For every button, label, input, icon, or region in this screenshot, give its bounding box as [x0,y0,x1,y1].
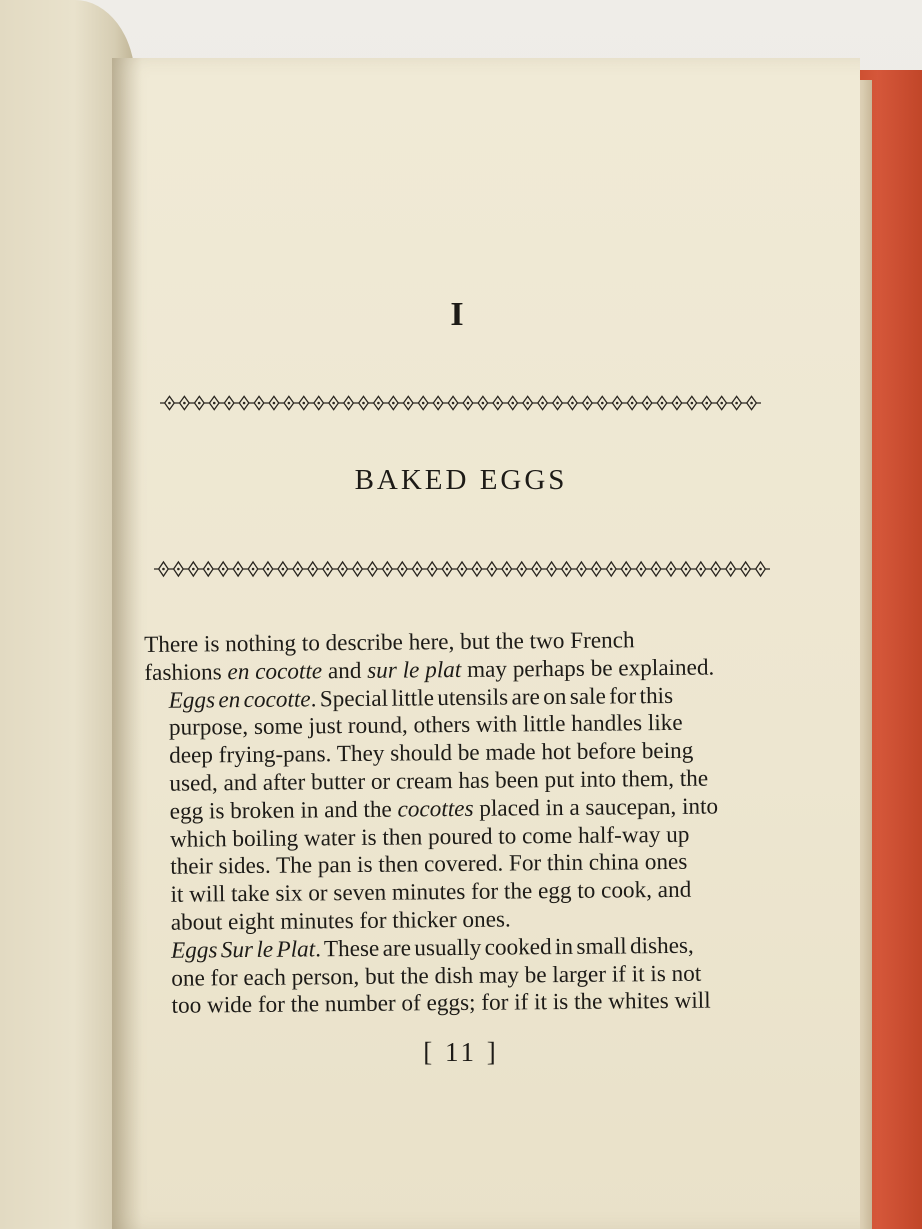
chapter-title: BAKED EGGS [354,464,568,496]
text-run: may perhaps be explained. [461,654,715,683]
page-number: [ 11 ] [423,1037,499,1067]
text-run: placed in a saucepan, into [473,793,719,822]
italic-text: cocottes [397,795,474,823]
text-run: . These are usually cooked in small dishes, [315,932,694,963]
paragraph [145,681,797,937]
text-run: and [321,657,368,685]
paragraph [147,932,798,1022]
text-run: purpose, some just round, others with little handles like [168,710,683,742]
italic-text: sur le plat [367,656,462,684]
text-run: fashions [144,658,228,686]
text-run: one for each person, but the dish may be larger if it is not [171,960,702,992]
text-run: too wide for the number of eggs; for if it is the whites will [171,987,711,1020]
chapter-numeral: I [450,296,464,333]
italic-text: Eggs Sur le Plat [170,936,316,964]
italic-text: Eggs en cocotte [168,685,311,714]
italic-text: en cocotte [227,658,323,685]
text-run: used, and after butter or cream has been put into them, the [169,765,709,797]
text-run: it will take six or seven minutes for the egg to cook, and [170,876,692,908]
text-run: their sides. The pan is then covered. For thin china ones [170,849,688,881]
body-text [144,626,798,1021]
text-run: deep frying-pans. They should be made hot before being [169,737,694,769]
ornament-rule-top [158,388,763,418]
text-run: egg is broken in and the [169,796,398,825]
text-run: about eight minutes for thicker ones. [170,906,511,936]
ornament-rule-bottom [152,553,772,585]
text-run: . Special little utensils are on sale for this [310,682,674,712]
text-run: There is nothing to describe here, but the two French [144,627,635,658]
paragraph [144,626,795,688]
text-run: which boiling water is then poured to come half-way up [169,821,690,853]
